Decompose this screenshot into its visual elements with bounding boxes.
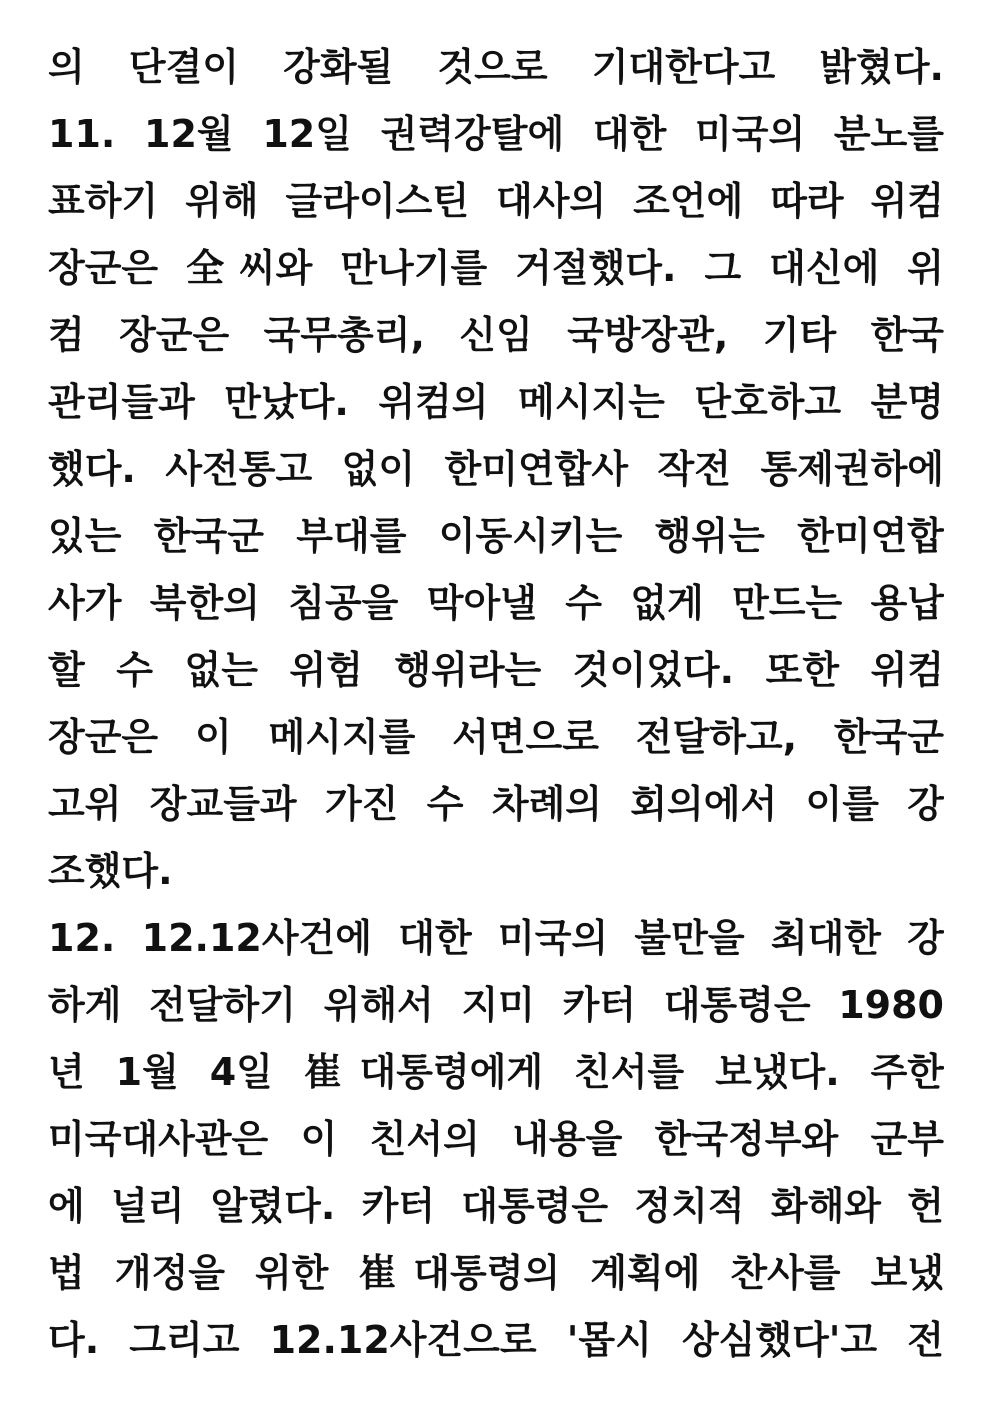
text-line: 있는 한국군 부대를 이동시키는 행위는 한미연합 [48, 514, 944, 558]
text-line: 에 널리 알렸다. 카터 대통령은 정치적 화해와 헌 [48, 1184, 944, 1228]
text-line: 하게 전달하기 위해서 지미 카터 대통령은 1980 [48, 983, 944, 1027]
text-line: 사가 북한의 침공을 막아낼 수 없게 만드는 용납 [48, 581, 944, 625]
text-line: 장군은 이 메시지를 서면으로 전달하고, 한국군 [48, 715, 944, 759]
text-line: 컴 장군은 국무총리, 신임 국방장관, 기타 한국 [48, 313, 944, 357]
text-line: 조했다. [48, 849, 173, 893]
text-line: 고위 장교들과 가진 수 차례의 회의에서 이를 강 [48, 782, 944, 826]
text-line: 다. 그리고 12.12사건으로 '몹시 상심했다'고 전 [48, 1318, 944, 1362]
text-line: 표하기 위해 글라이스틴 대사의 조언에 따라 위컴 [48, 179, 944, 223]
text-line: 할 수 없는 위험 행위라는 것이었다. 또한 위컴 [48, 648, 944, 692]
text-line: 의 단결이 강화될 것으로 기대한다고 밝혔다. [48, 45, 944, 89]
text-line: 했다. 사전통고 없이 한미연합사 작전 통제권하에 [48, 447, 944, 491]
text-line: 12. 12.12사건에 대한 미국의 불만을 최대한 강 [48, 916, 944, 960]
text-line: 관리들과 만났다. 위컴의 메시지는 단호하고 분명 [48, 380, 944, 424]
text-line: 년 1월 4일 崔대통령에게 친서를 보냈다. 주한 [48, 1050, 944, 1094]
text-line: 미국대사관은 이 친서의 내용을 한국정부와 군부 [48, 1117, 944, 1161]
body-text [48, 34, 944, 1374]
text-line: 장군은 全씨와 만나기를 거절했다. 그 대신에 위 [48, 246, 944, 290]
text-line: 11. 12월 12일 권력강탈에 대한 미국의 분노를 [48, 112, 944, 156]
text-line: 법 개정을 위한 崔대통령의 계획에 찬사를 보냈 [48, 1251, 944, 1295]
